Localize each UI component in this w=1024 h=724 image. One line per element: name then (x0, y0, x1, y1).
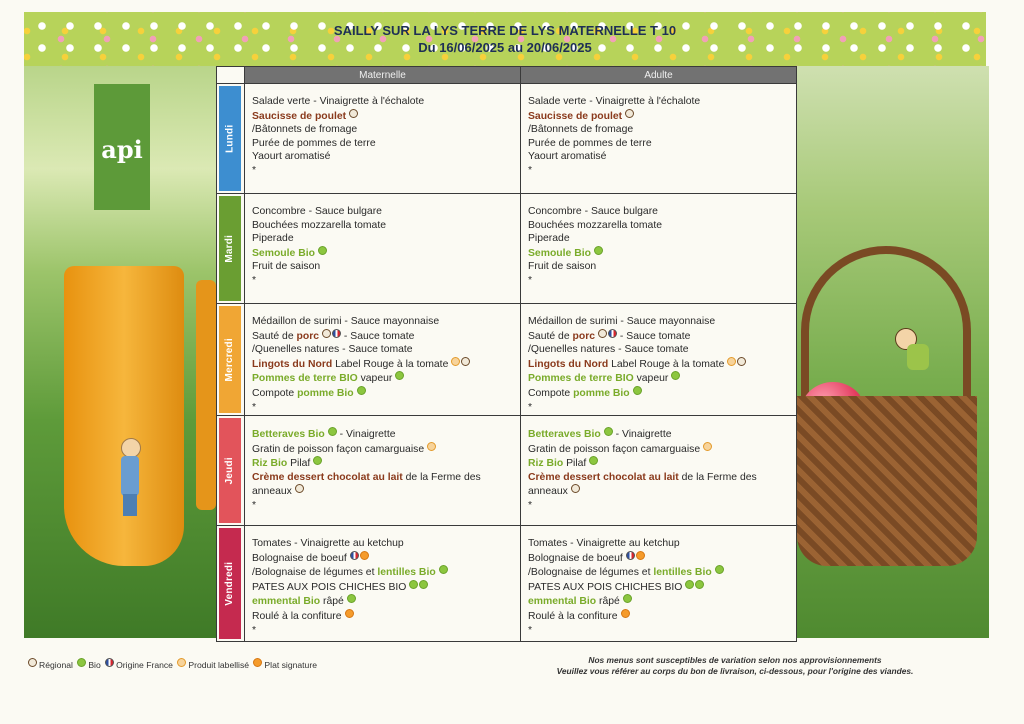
dish-text: Tomates - Vinaigrette au ketchup (252, 538, 404, 549)
dish-line (528, 565, 796, 580)
dish-text: Salade verte - Vinaigrette à l'échalote (528, 96, 701, 107)
dish-text: Semoule Bio (528, 247, 591, 259)
column-header-adulte: Adulte (521, 67, 797, 84)
menu-cell-adulte (521, 194, 797, 304)
legend-item (177, 660, 249, 670)
wicker-basket (797, 396, 977, 566)
menu-cell-maternelle (245, 416, 521, 526)
dish-text: * (252, 499, 257, 511)
dish-line (528, 357, 796, 372)
dish-line (252, 624, 520, 638)
menu-cell-adulte (521, 416, 797, 526)
dish-text: porc (296, 330, 320, 342)
dish-line (528, 624, 796, 638)
dish-line (528, 471, 796, 485)
signature-icon (360, 551, 369, 560)
dish-text: vapeur (633, 373, 669, 385)
day-color-band (219, 528, 241, 639)
signature-icon (636, 551, 645, 560)
dish-text: anneaux (528, 486, 568, 498)
dish-text: Label Rouge à la tomate (332, 358, 449, 370)
dish-text: * (528, 624, 533, 636)
dish-line (252, 343, 520, 357)
dish-line (528, 442, 796, 457)
dish-line (528, 219, 796, 233)
dish-line (252, 456, 520, 471)
dish-text: - Sauce tomate (341, 330, 415, 342)
dish-text: Riz Bio (528, 458, 564, 470)
dish-text: Saucisse de poulet (528, 110, 623, 122)
menu-cell-maternelle (245, 526, 521, 642)
dish-text: Gratin de poisson façon camarguaise (528, 443, 701, 455)
dish-text: râpé (320, 596, 344, 608)
dish-text: - Vinaigrette (612, 429, 672, 440)
bio-icon (439, 565, 448, 574)
dish-text: Bolognaise de boeuf (528, 552, 623, 564)
dish-line (252, 386, 520, 401)
dish-line (528, 499, 796, 513)
day-color-band (219, 196, 241, 301)
dish-text: Fruit de saison (528, 261, 597, 273)
menu-cell-adulte (521, 304, 797, 416)
day-cell (217, 194, 245, 304)
menu-cell-maternelle (245, 304, 521, 416)
menu-notes (525, 655, 945, 677)
dish-line (252, 484, 520, 499)
menu-row-3 (217, 416, 797, 526)
dish-text: Compote (252, 387, 298, 399)
dish-line (528, 401, 796, 415)
dish-line (528, 537, 796, 551)
right-photo-apple-basket (797, 66, 989, 638)
dish-line (252, 357, 520, 372)
dish-line (252, 232, 520, 246)
dish-text: Tomates - Vinaigrette au ketchup (528, 538, 680, 549)
dish-text: * (252, 274, 257, 286)
label-icon (451, 357, 460, 366)
dish-line (252, 427, 520, 442)
regional-icon (295, 484, 304, 493)
bio-icon (623, 594, 632, 603)
dish-line (252, 594, 520, 609)
dish-text: Pommes de terre BIO (252, 373, 358, 385)
dish-text: emmental Bio (252, 596, 321, 608)
dish-line (252, 499, 520, 513)
dish-line (528, 484, 796, 499)
menu-row-1 (217, 194, 797, 304)
signature-icon (345, 609, 354, 618)
dish-text: Label Rouge à la tomate (608, 358, 725, 370)
dish-line (528, 456, 796, 471)
dish-line (528, 150, 796, 164)
dish-text: pomme Bio (297, 387, 354, 399)
dish-line (252, 137, 520, 151)
label-icon (177, 658, 186, 667)
day-color-band (219, 418, 241, 523)
day-label: Vendredi (224, 561, 236, 606)
dish-text: /Bolognaise de légumes et (252, 567, 378, 579)
legend-label: Produit labellisé (188, 660, 250, 670)
france-icon (626, 551, 635, 560)
regional-icon (349, 109, 358, 118)
note-variation: Nos menus sont susceptibles de variation selon nos approvisionnements (588, 655, 882, 665)
dish-line (528, 260, 796, 274)
dish-text: emmental Bio (528, 596, 597, 608)
dish-text: de la Ferme des (678, 471, 757, 483)
day-color-band (219, 306, 241, 413)
dish-line (528, 232, 796, 246)
dish-line (252, 95, 520, 109)
label-icon (427, 442, 436, 451)
bio-icon (313, 456, 322, 465)
dish-line (252, 205, 520, 219)
column-header-maternelle: Maternelle (245, 67, 521, 84)
dish-text: PATES AUX POIS CHICHES BIO (252, 581, 407, 593)
dish-line (252, 580, 520, 595)
day-cell (217, 416, 245, 526)
dish-line (528, 580, 796, 595)
dish-line (528, 164, 796, 178)
dish-text: Médaillon de surimi - Sauce mayonnaise (252, 316, 440, 327)
france-icon (608, 329, 617, 338)
dish-line (528, 95, 796, 109)
dish-line (252, 274, 520, 288)
france-icon (332, 329, 341, 338)
dish-text: de la Ferme des (402, 471, 481, 483)
menu-cell-adulte (521, 84, 797, 194)
dish-line (528, 427, 796, 442)
second-boot-image (196, 280, 216, 510)
bio-icon (318, 246, 327, 255)
legend-label: Régional (39, 660, 73, 670)
day-label: Mardi (224, 234, 236, 263)
day-cell (217, 304, 245, 416)
dish-line (528, 609, 796, 624)
dish-text: Roulé à la confiture (252, 610, 342, 622)
dish-text: * (528, 499, 533, 511)
day-label: Jeudi (224, 456, 236, 485)
dish-line (528, 594, 796, 609)
date-range: Du 16/06/2025 au 20/06/2025 (418, 40, 592, 55)
dish-text: Médaillon de surimi - Sauce mayonnaise (528, 316, 716, 327)
dish-line (528, 386, 796, 401)
dish-line (252, 109, 520, 124)
dish-text: /Bâtonnets de fromage (528, 124, 634, 136)
day-cell (217, 84, 245, 194)
dish-text: /Bâtonnets de fromage (252, 124, 358, 136)
bio-icon (409, 580, 418, 589)
dish-text: lentilles Bio (653, 567, 712, 579)
dish-text: Piperade (252, 233, 294, 245)
dish-text: - Vinaigrette (336, 429, 396, 440)
dish-text: Yaourt aromatisé (528, 151, 607, 163)
dish-line (252, 401, 520, 415)
legend-label: Bio (88, 660, 101, 670)
dish-text: Compote (528, 387, 574, 399)
legend-item (28, 660, 73, 670)
bio-icon (695, 580, 704, 589)
dish-line (252, 565, 520, 580)
dish-text: Semoule Bio (252, 247, 315, 259)
dish-line (528, 246, 796, 261)
dish-text: Gratin de poisson façon camarguaise (252, 443, 425, 455)
day-label: Lundi (224, 124, 236, 153)
dish-text: râpé (596, 596, 620, 608)
bio-icon (715, 565, 724, 574)
day-color-band (219, 86, 241, 191)
dish-text: Bouchées mozzarella tomate (528, 219, 662, 231)
dish-line (252, 123, 520, 137)
dish-line (252, 315, 520, 329)
dish-line (252, 551, 520, 566)
regional-icon (461, 357, 470, 366)
dish-line (252, 164, 520, 178)
left-photo-boots (24, 66, 216, 638)
dish-text: Lingots du Nord (252, 358, 333, 370)
menu-cell-maternelle (245, 84, 521, 194)
bio-icon (357, 386, 366, 395)
legend-label: Plat signature (264, 660, 317, 670)
dish-text: Lingots du Nord (528, 358, 609, 370)
dish-line (252, 150, 520, 164)
bio-icon (77, 658, 86, 667)
header-corner (217, 67, 245, 84)
dish-text: * (528, 164, 533, 176)
day-label: Mercredi (224, 337, 236, 382)
bio-icon (685, 580, 694, 589)
dish-text: lentilles Bio (377, 567, 436, 579)
dish-text: Piperade (528, 233, 570, 245)
school-title: SAILLY SUR LA LYS TERRE DE LYS MATERNELLE T 10 (333, 23, 677, 38)
dish-line (252, 329, 520, 344)
dish-text: Purée de pommes de terre (252, 137, 376, 149)
signature-icon (253, 658, 262, 667)
dish-line (528, 551, 796, 566)
legend-label: Origine France (116, 660, 173, 670)
dish-text: Betteraves Bio (252, 429, 325, 440)
label-icon (727, 357, 736, 366)
dish-text: Bouchées mozzarella tomate (252, 219, 386, 231)
weekly-menu-table (216, 66, 797, 642)
dish-text: Saucisse de poulet (252, 110, 347, 122)
dish-text: Pilaf (563, 458, 587, 470)
signature-icon (621, 609, 630, 618)
dish-text: porc (572, 330, 596, 342)
bio-icon (589, 456, 598, 465)
dish-text: Fruit de saison (252, 261, 321, 273)
menu-cell-maternelle (245, 194, 521, 304)
dish-line (252, 442, 520, 457)
dish-line (252, 537, 520, 551)
dish-line (252, 471, 520, 485)
legend (28, 658, 319, 670)
dish-text: Bolognaise de boeuf (252, 552, 347, 564)
regional-icon (737, 357, 746, 366)
dish-line (252, 371, 520, 386)
dish-text: /Quenelles natures - Sauce tomate (252, 344, 413, 356)
day-cell (217, 526, 245, 642)
page-title (215, 22, 795, 56)
legend-item (77, 660, 100, 670)
dish-text: Sauté de (528, 330, 573, 342)
dish-line (528, 371, 796, 386)
menu-row-2 (217, 304, 797, 416)
api-logo: api (94, 84, 150, 210)
bio-icon (347, 594, 356, 603)
dish-text: Pilaf (287, 458, 311, 470)
legend-item (253, 660, 317, 670)
bio-icon (395, 371, 404, 380)
regional-icon (571, 484, 580, 493)
dish-text: PATES AUX POIS CHICHES BIO (528, 581, 683, 593)
menu-cell-adulte (521, 526, 797, 642)
regional-icon (625, 109, 634, 118)
dish-line (252, 219, 520, 233)
dish-text: Concombre - Sauce bulgare (252, 206, 382, 217)
dish-text: anneaux (252, 486, 292, 498)
dish-text: * (528, 274, 533, 286)
note-meat-origin: Veuillez vous référer au corps du bon de livraison, ci-dessous, pour l'origine des viandes. (556, 666, 914, 676)
dish-line (528, 343, 796, 357)
france-icon (105, 658, 114, 667)
bio-icon (419, 580, 428, 589)
bio-icon (328, 427, 337, 436)
dish-line (528, 274, 796, 288)
dish-line (528, 109, 796, 124)
dish-line (252, 246, 520, 261)
dish-text: * (252, 164, 257, 176)
label-icon (703, 442, 712, 451)
menu-row-4 (217, 526, 797, 642)
yellow-boot-image (64, 266, 184, 566)
dish-text: Yaourt aromatisé (252, 151, 331, 163)
dish-text: Riz Bio (252, 458, 288, 470)
dish-line (528, 329, 796, 344)
bio-icon (671, 371, 680, 380)
legend-item (105, 660, 173, 670)
dish-text: Salade verte - Vinaigrette à l'échalote (252, 96, 425, 107)
france-icon (350, 551, 359, 560)
dish-text: pomme Bio (573, 387, 630, 399)
regional-icon (28, 658, 37, 667)
dish-text: Sauté de (252, 330, 297, 342)
bio-icon (633, 386, 642, 395)
dish-text: Purée de pommes de terre (528, 137, 652, 149)
bio-icon (594, 246, 603, 255)
dish-text: * (252, 401, 257, 413)
dish-text: Concombre - Sauce bulgare (528, 206, 658, 217)
dish-line (252, 260, 520, 274)
regional-icon (598, 329, 607, 338)
dish-text: Crème dessert chocolat au lait (528, 471, 679, 483)
dish-text: * (252, 624, 257, 636)
dish-text: Crème dessert chocolat au lait (252, 471, 403, 483)
dish-text: Roulé à la confiture (528, 610, 618, 622)
regional-icon (322, 329, 331, 338)
girl-character-illustration (893, 328, 933, 376)
dish-text: Pommes de terre BIO (528, 373, 634, 385)
bio-icon (604, 427, 613, 436)
dish-text: vapeur (357, 373, 393, 385)
dish-line (528, 205, 796, 219)
dish-text: Betteraves Bio (528, 429, 601, 440)
menu-row-0 (217, 84, 797, 194)
dish-line (528, 123, 796, 137)
dish-line (252, 609, 520, 624)
dish-text: - Sauce tomate (617, 330, 691, 342)
dish-line (528, 137, 796, 151)
gardener-character-illustration (116, 438, 146, 518)
dish-line (528, 315, 796, 329)
dish-text: /Quenelles natures - Sauce tomate (528, 344, 689, 356)
dish-text: * (528, 401, 533, 413)
dish-text: /Bolognaise de légumes et (528, 567, 654, 579)
